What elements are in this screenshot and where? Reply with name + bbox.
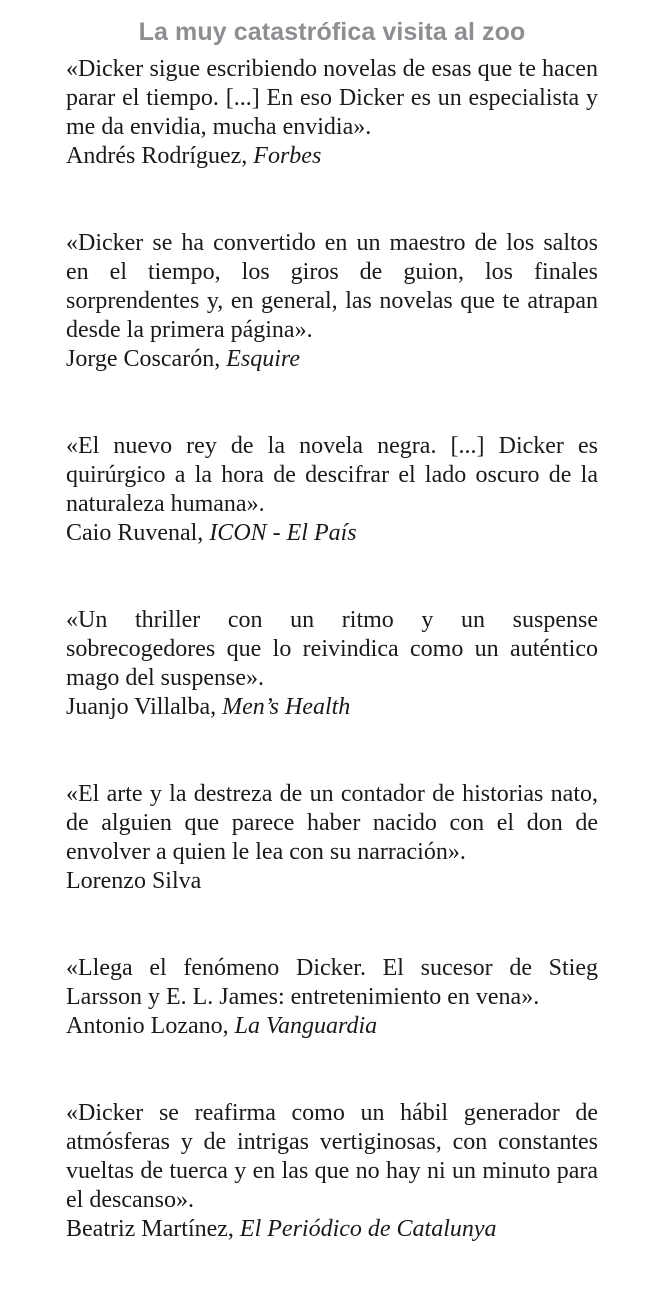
- review-attribution: [66, 1012, 598, 1041]
- review-quote: «Dicker se reafirma como un hábil generador de atmósferas y de intrigas vertiginosas, con constantes vueltas de tuerca y en las que no hay ni un minuto para el descanso».: [66, 1100, 598, 1213]
- review-blurb: [66, 606, 598, 722]
- review-attribution: [66, 345, 598, 374]
- book-title-header: La muy catastrófica visita al zoo: [138, 18, 526, 46]
- review-attribution: [66, 519, 598, 548]
- review-author: Beatriz Martínez,: [66, 1216, 240, 1242]
- review-source: Forbes: [253, 143, 322, 169]
- review-author: Lorenzo Silva: [66, 868, 202, 894]
- review-source: ICON - El País: [209, 520, 357, 546]
- review-quote: «Dicker sigue escribiendo novelas de esas que te hacen parar el tiempo. [...] En eso Dicker es un especialista y me da envidia, mucha envidia».: [66, 56, 598, 140]
- reader-page-content[interactable]: [66, 55, 598, 1302]
- review-source: El Periódico de Catalunya: [239, 1216, 497, 1242]
- review-blurb: [66, 780, 598, 896]
- review-author: Juanjo Villalba,: [66, 694, 223, 720]
- review-blurb: [66, 229, 598, 374]
- review-blurb: [66, 55, 598, 171]
- review-quote: «El nuevo rey de la novela negra. [...] Dicker es quirúrgico a la hora de descifrar el lado oscuro de la naturaleza humana».: [66, 433, 598, 517]
- review-attribution: [66, 1215, 598, 1244]
- review-source: Men’s Health: [222, 694, 351, 720]
- review-quote: «Dicker se ha convertido en un maestro de los saltos en el tiempo, los giros de guion, los finales sorprendentes y, en general, las novelas que te atrapan desde la primera página».: [66, 230, 598, 343]
- review-quote: «Un thriller con un ritmo y un suspense sobrecogedores que lo reivindica como un auténtico mago del suspense».: [66, 607, 598, 691]
- review-blurb: [66, 432, 598, 548]
- review-attribution: [66, 693, 598, 722]
- review-attribution: [66, 142, 598, 171]
- review-source: Esquire: [226, 346, 300, 372]
- review-author: Andrés Rodríguez,: [66, 143, 254, 169]
- review-attribution: [66, 867, 598, 896]
- review-blurb: [66, 954, 598, 1041]
- review-source: La Vanguardia: [234, 1013, 378, 1039]
- review-blurb: [66, 1099, 598, 1244]
- review-author: Caio Ruvenal,: [66, 520, 210, 546]
- review-author: Jorge Coscarón,: [66, 346, 227, 372]
- review-quote: «Llega el fenómeno Dicker. El sucesor de Stieg Larsson y E. L. James: entretenimiento en vena».: [66, 955, 598, 1010]
- review-quote: «El arte y la destreza de un contador de historias nato, de alguien que parece haber nacido con el don de envolver a quien le lea con su narración».: [66, 781, 598, 865]
- review-author: Antonio Lozano,: [66, 1013, 235, 1039]
